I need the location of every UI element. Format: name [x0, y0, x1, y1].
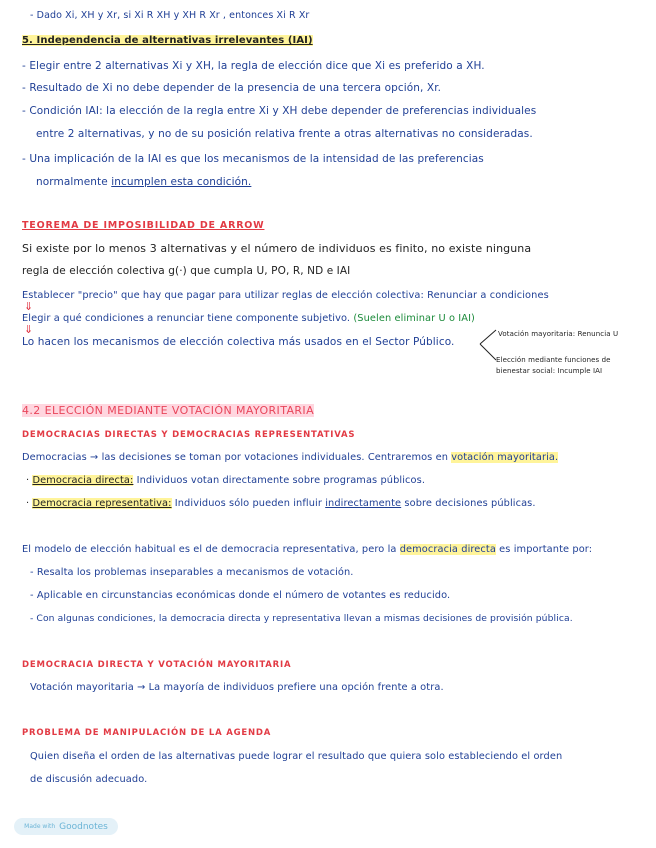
note-line: - Condición IAI: la elección de la regla entre Xi y XH debe depender de preferencias individuales [22, 105, 537, 117]
note-line: Votación mayoritaria → La mayoría de individuos prefiere una opción frente a otra. [30, 682, 444, 693]
side-note: bienestar social: Incumple IAI [496, 367, 603, 375]
subheading-directa: DEMOCRACIA DIRECTA Y VOTACIÓN MAYORITARIA [22, 660, 292, 670]
section-heading-4-2: 4.2 ELECCIÓN MEDIANTE VOTACIÓN MAYORITARIA [22, 404, 315, 417]
note-line: - Con algunas condiciones, la democracia directa y representativa llevan a mismas decisiones de provisión pública. [30, 613, 573, 624]
note-line: de discusión adecuado. [30, 774, 148, 785]
note-line: · Democracia representativa: Individuos sólo pueden influir indirectamente sobre decisiones públicas. [26, 498, 536, 509]
note-line: entre 2 alternativas, y no de su posición relativa frente a otras alternativas no consideradas. [36, 128, 533, 140]
section-heading-arrow: TEOREMA DE IMPOSIBILIDAD DE ARROW [22, 220, 265, 231]
note-line: - Resalta los problemas inseparables a mecanismos de votación. [30, 567, 354, 578]
note-line: - Aplicable en circunstancias económicas donde el número de votantes es reducido. [30, 590, 451, 601]
side-note: Elección mediante funciones de [496, 356, 611, 364]
note-line: Lo hacen los mecanismos de elección colectiva más usados en el Sector Público. [22, 336, 455, 348]
underlined-phrase: incumplen esta condición. [111, 176, 252, 188]
transitivity-line: - Dado Xi, XH y Xr, si Xi R XH y XH R Xr , entonces Xi R Xr [30, 10, 310, 21]
section-heading-iai: 5. Independencia de alternativas irrelevantes (IAI) [22, 35, 313, 46]
theorem-line: Si existe por lo menos 3 alternativas y el número de individuos es finito, no existe ninguna [22, 242, 532, 255]
subheading-agenda: PROBLEMA DE MANIPULACIÓN DE LA AGENDA [22, 728, 272, 738]
note-line: · Democracia directa: Individuos votan directamente sobre programas públicos. [26, 475, 426, 486]
theorem-line: regla de elección colectiva g(·) que cumpla U, PO, R, ND e IAI [22, 265, 351, 277]
note-line: El modelo de elección habitual es el de democracia representativa, pero la democracia directa es importante por: [22, 544, 593, 555]
note-line: - Una implicación de la IAI es que los mecanismos de la intensidad de las preferencias [22, 153, 484, 165]
down-arrow-icon: ⇓ [24, 300, 34, 313]
down-arrow-icon: ⇓ [24, 323, 34, 336]
subheading-democracias: DEMOCRACIAS DIRECTAS Y DEMOCRACIAS REPRESENTATIVAS [22, 430, 356, 440]
note-line: Elegir a qué condiciones a renunciar tiene componente subjetivo. (Suelen eliminar U o IAI) [22, 313, 475, 324]
note-line: - Elegir entre 2 alternativas Xi y XH, la regla de elección dice que Xi es preferido a XH. [22, 60, 485, 72]
side-note: Votación mayoritaria: Renuncia U [498, 330, 619, 338]
note-line: Democracias → las decisiones se toman por votaciones individuales. Centraremos en votación mayoritaria. [22, 452, 559, 463]
note-line: - Resultado de Xi no debe depender de la presencia de una tercera opción, Xr. [22, 82, 442, 94]
note-line: normalmente incumplen esta condición. [36, 176, 252, 188]
note-line: Establecer "precio" que hay que pagar para utilizar reglas de elección colectiva: Renunciar a condiciones [22, 290, 549, 301]
goodnotes-badge: Made with Goodnotes [14, 818, 118, 835]
note-line: Quien diseña el orden de las alternativas puede lograr el resultado que quiera solo estableciendo el orden [30, 751, 563, 762]
